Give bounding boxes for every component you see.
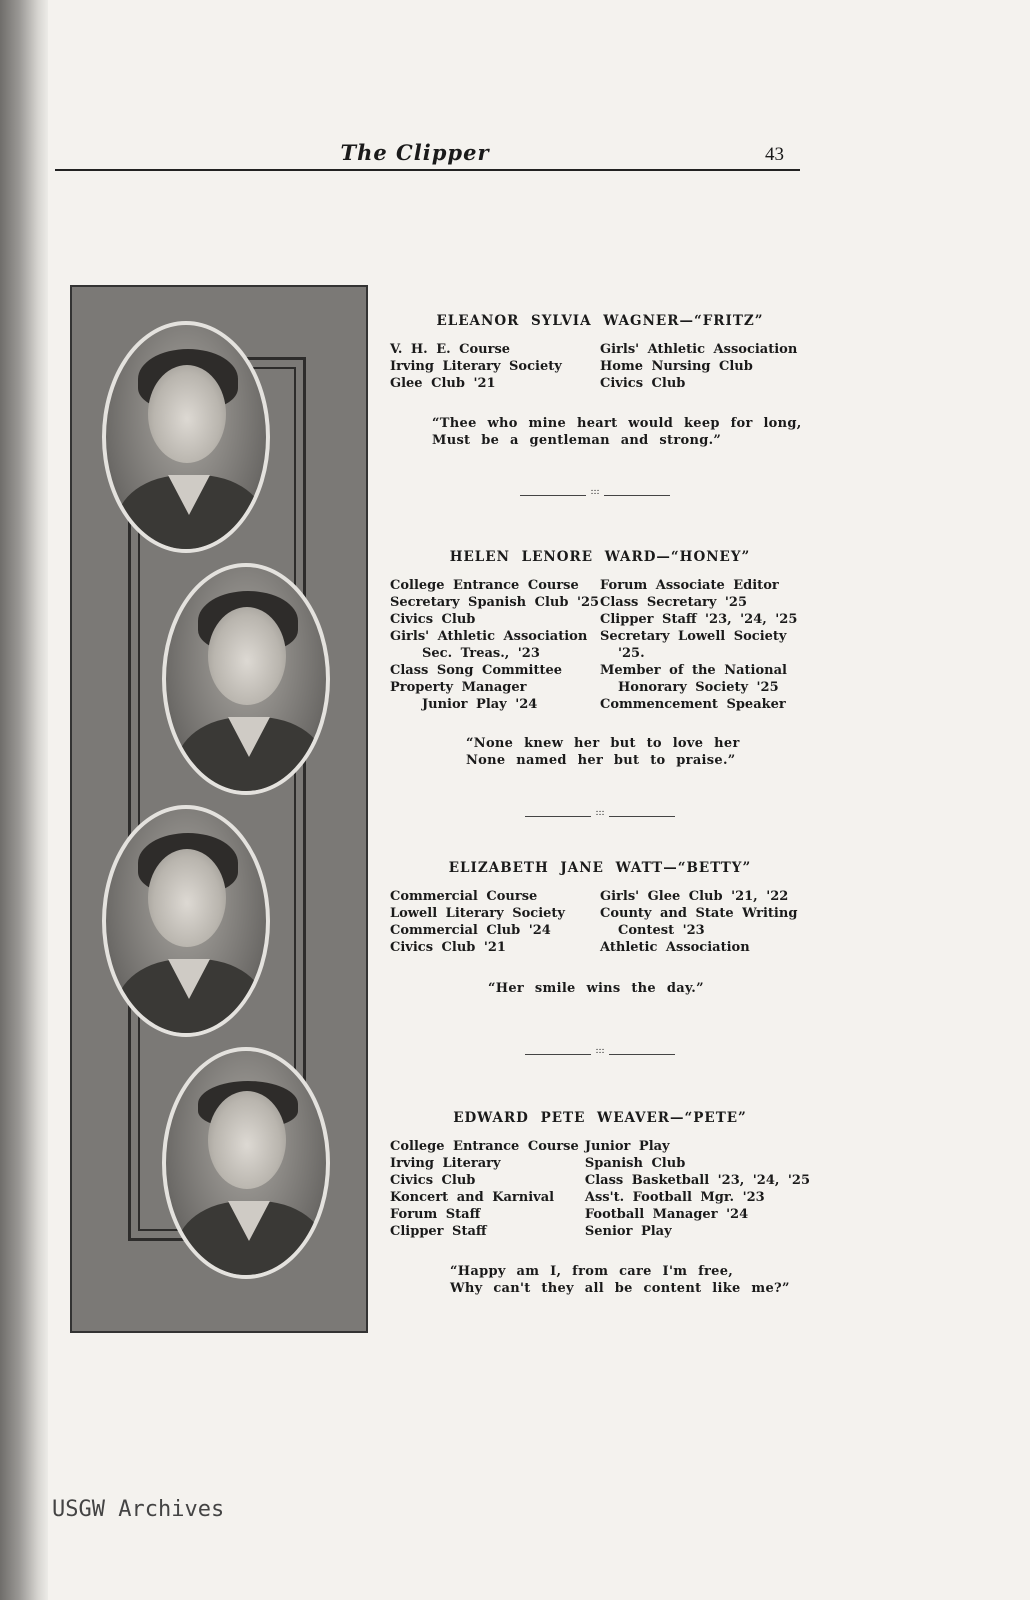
activity: Class Song Committee [390,663,563,678]
student-name: ELIZABETH JANE WATT—“BETTY” [448,860,752,876]
entry-helen-ward [390,549,810,769]
quote [390,980,810,997]
quote-line: None named her but to praise.” [466,753,736,768]
quote-line: “Thee who mine heart would keep for long, [432,416,802,431]
activity: Civics Club '21 [390,940,506,955]
entry-edward-weaver [390,1110,810,1297]
activities [390,577,810,713]
activities-right [600,577,810,713]
activity: Irving Literary [390,1156,501,1171]
activity: Class Secretary '25 [600,595,747,610]
quote [390,1263,810,1297]
quote-line: Why can't they all be content like me?” [450,1281,790,1296]
activity: Girls' Athletic Association [390,629,588,644]
entry-eleanor-wagner [390,313,810,449]
section-divider: ::: [525,1050,675,1058]
activity: Civics Club [390,612,476,627]
activity: Member of the National [600,663,787,678]
activity: Commercial Course [390,889,538,904]
activity: Glee Club '21 [390,376,496,391]
activity: County and State Writing [600,906,798,921]
activity: Clipper Staff [390,1224,487,1239]
activity: Clipper Staff '23, '24, '25 [600,612,798,627]
activity: Ass't. Football Mgr. '23 [584,1190,765,1205]
activity: Sec. Treas., '23 [422,646,540,661]
activities-left [390,888,600,956]
activity: Junior Play '24 [422,697,538,712]
activity: College Entrance Course [390,1139,579,1154]
activity: Contest '23 [618,923,705,938]
activity: Athletic Association [600,940,750,955]
activity: Class Basketball '23, '24, '25 [584,1173,810,1188]
watermark: USGW Archives [52,1497,225,1522]
activity: Koncert and Karnival [390,1190,555,1205]
quote [390,415,810,449]
activity: Forum Staff [390,1207,481,1222]
book-spine-shadow [0,0,48,1600]
entry-elizabeth-watt [390,860,810,997]
activity: Secretary Lowell Society [600,629,787,644]
quote-line: Must be a gentleman and strong.” [432,433,722,448]
activity: Junior Play [584,1139,670,1154]
activity: V. H. E. Course [390,342,511,357]
activity: Secretary Spanish Club '25 [390,595,600,610]
portrait-helen-ward [162,563,330,795]
student-name: HELEN LENORE WARD—“HONEY” [449,549,751,565]
quote-line: “Her smile wins the day.” [488,981,704,996]
activity: Senior Play [584,1224,672,1239]
activities [390,1138,810,1240]
activity: Forum Associate Editor [600,578,779,593]
activity: Football Manager '24 [584,1207,749,1222]
activity: Commencement Speaker [600,697,786,712]
section-divider: ::: [520,491,670,499]
activity: Spanish Club [584,1156,686,1171]
student-name: EDWARD PETE WEAVER—“PETE” [453,1110,747,1126]
activity: Commercial Club '24 [390,923,551,938]
activity: College Entrance Course [390,578,579,593]
activity: Lowell Literary Society [390,906,565,921]
page-number: 43 [765,144,784,165]
activities-left [390,577,600,713]
quote-line: “Happy am I, from care I'm free, [450,1264,734,1279]
activity: Home Nursing Club [600,359,753,374]
portrait-elizabeth-watt [102,805,270,1037]
activity: Property Manager [390,680,527,695]
portrait-face [148,849,226,947]
quote-line: “None knew her but to love her [466,736,740,751]
activities-right [600,341,810,392]
activities [390,341,810,392]
portrait-face [208,1091,286,1189]
activity: '25. [618,646,645,661]
portrait-edward-weaver [162,1047,330,1279]
activity: Honorary Society '25 [618,680,779,695]
activity: Irving Literary Society [390,359,562,374]
activity: Girls' Glee Club '21, '22 [600,889,789,904]
activity: Girls' Athletic Association [600,342,798,357]
portrait-face [208,607,286,705]
section-divider: ::: [525,812,675,820]
quote [390,735,810,769]
running-header-title: The Clipper [340,140,490,165]
activities [390,888,810,956]
activities-left [390,1138,585,1240]
activities-right [600,888,810,956]
portrait-eleanor-wagner [102,321,270,553]
activities-right [585,1138,810,1240]
portrait-panel [70,285,368,1333]
portrait-face [148,365,226,463]
activity: Civics Club [600,376,686,391]
student-name: ELEANOR SYLVIA WAGNER—“FRITZ” [436,313,764,329]
activities-left [390,341,600,392]
header-rule [55,169,800,171]
activity: Civics Club [390,1173,476,1188]
